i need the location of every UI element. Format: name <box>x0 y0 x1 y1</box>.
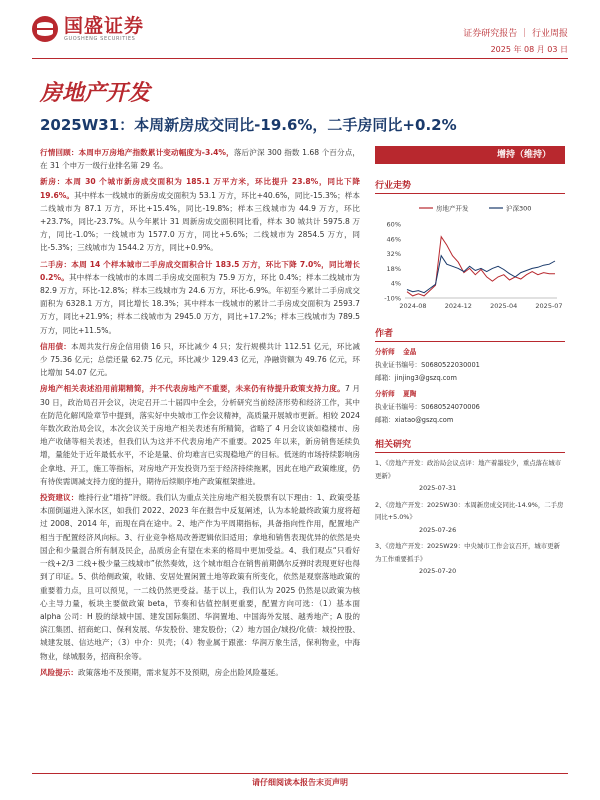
email-address[interactable]: xiatao@gszq.com <box>394 416 454 424</box>
policy-paragraph <box>40 382 360 488</box>
y-tick-label: 32% <box>386 250 401 259</box>
y-tick-label: 60% <box>386 220 401 229</box>
analyst-name: 夏陶 <box>403 390 417 398</box>
x-tick-label: 2024-08 <box>399 302 427 310</box>
related-title[interactable]: 2、《房地产开发：2025W30：本周新房成交同比-14.9%，二手房同比+5.0%》 <box>375 500 564 521</box>
rating-badge: 增持（维持） <box>375 146 565 164</box>
related-research-list <box>375 457 565 578</box>
legend-label: 房地产开发 <box>436 204 469 213</box>
paragraph-text: 政策落地不及预期，需求复苏不及预期，房企出险风险蔓延。 <box>77 667 283 677</box>
company-logo <box>32 16 144 42</box>
paragraph-text: 维持行业“增持”评级。我们认为重点关注房地产相关股票有以下理由：1、政策受基本面倒逼进入深水区，如我们 2022、2023 年在报告中反复阐述，认为本轮最终政策力度将超过 2008、2014 年，而现在尚在途中。2、地产作为平周期指标，具备指向性作用，配置地产相当于配置经济风向标。3、行业竞争格局改善逻辑依旧适用；拿地和销售表现优异的依然是央国企和少量混合所有制及民企，品质房企有望在未来的格局中更加受益。4、我们观点“只看好一线+2/3 二线+极少量三线城市”依然奏效，这个城市组合在销售前期偶尔反弹时表现更好也得到了印证。5、供给侧政策，收储、安居处置闲置土地等政策有所变化，依然是观察落地政策的重要着力点，且可以预见，一二线仍然更受益。基于以上，我们认为 2025 仍然是以政策为核心主导力量，板块主要做政策 beta，节奏和估值控制更重要，配置方向可选：（1）基本面 alpha 公司：H 股的绿城中国、建发国际集团、华润置地、中国海外发展、越秀地产；A 股的滨江集团、招商蛇口、保利发展、华发股份、建发股份；（2）地方国企/城投/化债：城投控股、城建发展、信达地产；（3）中介：贝壳；（4）物业属于跟涨：华润万象生活，保利物业，中海物业，绿城服务，招商积余等。 <box>40 493 360 661</box>
new-home-paragraph <box>40 175 360 254</box>
y-tick-label: 18% <box>386 264 401 273</box>
sidebar <box>375 146 565 582</box>
x-tick-label: 2025-07 <box>535 302 563 310</box>
trend-chart-svg <box>375 196 565 316</box>
paragraph-lead: 风险提示： <box>40 667 78 677</box>
cert-number: S0680524070006 <box>421 403 480 411</box>
related-date: 2025-07-20 <box>419 567 457 575</box>
related-date: 2025-07-31 <box>419 484 457 492</box>
x-tick-label: 2025-04 <box>490 302 518 310</box>
report-body <box>40 146 360 682</box>
analyst-cert <box>375 401 565 414</box>
analyst-name: 金晶 <box>403 348 417 356</box>
header-divider <box>32 58 568 59</box>
related-heading: 相关研究 <box>375 437 565 453</box>
paragraph-lead: 新房：本周 30 个城市新房成交面积为 185.1 万平方米，环比提升 23.8%，同比下降 19.6%。 <box>40 177 360 200</box>
paragraph-text: 其中样本一线城市的新房成交面积为 53.1 万方，环比+40.6%，同比-15.3%；样本二线城市为 87.1 万方，环比+15.4%，同比-19.8%；样本三线城市为 44.9 万方，环比+23.7%，同比-23.7%。从今年累计 31 周新房成交面积同比看，样本 30 城共计 5975.8 万方，同比-1.0%；一线城市为 1577.0 万方，同比+5.6%；二线城市为 2854.5 万方，同比-5.3%；三线城市为 1544.2 万方，同比+0.9%。 <box>40 190 360 253</box>
logo-icon <box>32 16 58 42</box>
logo-name: 国盛证券 <box>64 15 145 37</box>
second-hand-paragraph <box>40 258 360 337</box>
y-tick-label: 46% <box>386 235 401 244</box>
paragraph-text: 其中样本一线城市的本周二手房成交面积为 75.9 万方，环比 0.4%；样本二线城市为 82.9 万方，环比-12.8%；样本三线城市为 24.6 万方，环比-6.9%。年初至今累计二手房成交面积为 6328.1 万方，同比增长 18.3%；其中样本一线城市的累计二手房成交面积为 2593.7 万方，同比+21.9%；样本二线城市为 2945.0 万方，同比+17.2%；样本三线城市为 789.5 万方，同比+11.5%。 <box>40 272 360 335</box>
risk-paragraph <box>40 666 360 679</box>
footer-disclaimer: 请仔细阅读本报告末页声明 <box>252 778 348 787</box>
y-tick-label: -10% <box>384 294 401 303</box>
paragraph-lead: 行情回顾：本周申万房地产指数累计变动幅度为-3.4%， <box>40 148 234 157</box>
paragraph-lead: 房地产相关表述沿用前期精简，并不代表房地产不重要，未来仍有待提升政策支持力度。 <box>40 384 345 394</box>
paragraph-lead: 信用债： <box>40 341 72 351</box>
analyst-email <box>375 372 565 385</box>
analyst-entry <box>375 388 565 401</box>
industry-name: 房地产开发 <box>40 81 151 106</box>
report-type: 证券研究报告 ｜ 行业周报 <box>463 29 568 39</box>
analyst-entry <box>375 346 565 359</box>
x-tick-label: 2024-12 <box>444 302 472 310</box>
series-line-property <box>407 237 555 296</box>
email-address[interactable]: jinjing3@gszq.com <box>394 374 457 382</box>
email-label: 邮箱： <box>375 374 395 382</box>
y-tick-label: 4% <box>390 279 401 288</box>
related-item[interactable] <box>375 499 565 537</box>
logo-subtitle: GUOSHENG SECURITIES <box>64 36 136 42</box>
credit-bond-paragraph <box>40 340 360 380</box>
report-title: 2025W31：本周新房成交同比-19.6%，二手房同比+0.2% <box>40 116 457 134</box>
analyst-list <box>375 346 565 427</box>
related-item[interactable] <box>375 540 565 578</box>
footer-divider <box>32 773 568 774</box>
report-date: 2025 年 08 月 03 日 <box>490 45 568 54</box>
cert-number: S0680522030001 <box>421 361 480 369</box>
analyst-role: 分析师 <box>375 390 395 398</box>
legend-label: 沪深300 <box>506 204 532 213</box>
authors-heading: 作者 <box>375 326 565 342</box>
cert-label: 执业证书编号： <box>375 361 422 369</box>
paragraph-lead: 二手房：本周 14 个样本城市二手房成交面积合计 183.5 万方，环比下降 7.0%，同比增长 0.2%。 <box>40 259 360 282</box>
analyst-role: 分析师 <box>375 348 395 356</box>
market-review-paragraph <box>40 146 360 172</box>
industry-trend-chart <box>375 196 565 316</box>
cert-label: 执业证书编号： <box>375 403 422 411</box>
analyst-email <box>375 414 565 427</box>
related-date: 2025-07-26 <box>419 525 457 534</box>
trend-heading: 行业走势 <box>375 178 565 194</box>
paragraph-text: 落后沪深 300 指数 1.68 个百分点，在 31 个申万一级行业排名第 29 名。 <box>40 148 360 171</box>
email-label: 邮箱： <box>375 416 395 424</box>
report-header <box>0 0 600 66</box>
paragraph-lead: 投资建议： <box>40 493 79 503</box>
analyst-cert <box>375 359 565 372</box>
related-title[interactable]: 1、《房地产开发：政治局会议点评：地产着墨较少，重点落在城市更新》 <box>375 459 562 480</box>
related-item[interactable] <box>375 457 565 495</box>
series-line-csi300 <box>407 256 555 293</box>
related-title[interactable]: 3、《房地产开发：2025W29：中央城市工作会议召开，城市更新为工作重要抓手》 <box>375 542 560 563</box>
investment-advice-paragraph <box>40 491 360 663</box>
paragraph-text: 7 月 30 日，政治局召开会议，决定召开二十届四中全会，分析研究当前经济形势和经济工作，其中在防范化解风险章节中提到，落实好中央城市工作会议精神，高质量开展城市更新。相较 2024 年数次政治局会议，本次会议关于房地产相关表述有所精简，省略了 4 月会议谈如稳楼市、房地产收储等相关表述，但我们认为这并不代表房地产不重要。2025 年以来，新房销售延续负增，量能处于近年最低水平，不论是量、价均难言已实现稳地产的目标。低迷的市场持续影响房企拿地、开工，施工等指标，对房地产开发投资乃至于经济持续拖累，因此在地产政策维度，仍有待俟需调减支持力度的提升，期待后续顺序地产政策框架推进。 <box>40 384 361 486</box>
paragraph-text: 本周共发行房企信用债 16 只，环比减少 4 只；发行规模共计 112.51 亿元，环比减少 75.36 亿元；总偿还量 62.75 亿元，环比减少 129.43 亿元，净融资额为 49.76 亿元，环比增加 54.07 亿元。 <box>40 341 361 378</box>
